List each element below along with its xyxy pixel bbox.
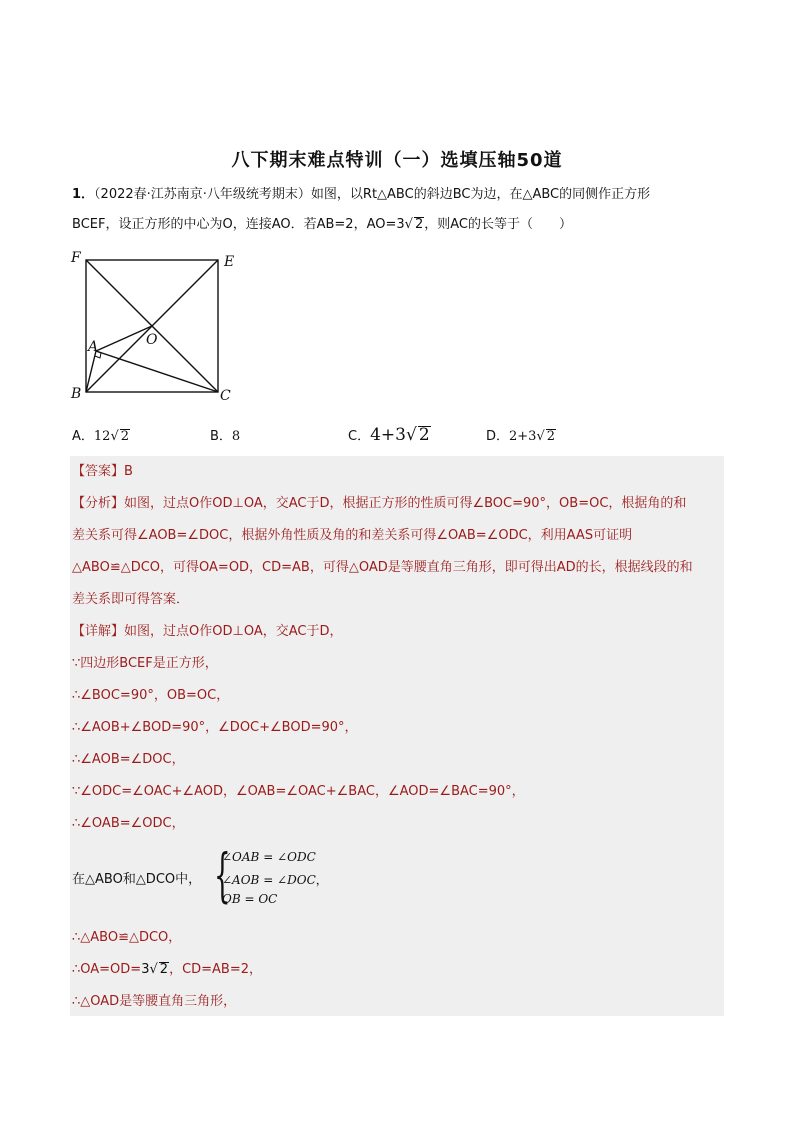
- analysis-line-1: 【分析】如图，过点O作OD⊥OA，交AC于D，根据正方形的性质可得∠BOC=90°，OB=OC，根据角的和: [72, 496, 687, 511]
- label-f: F: [71, 250, 81, 266]
- question-text-2-end: ，则AC的长等于（ ）: [424, 217, 572, 232]
- label-c: C: [220, 388, 231, 404]
- label-b: B: [71, 386, 82, 402]
- detail-line-7: ∴∠OAB=∠ODC，: [72, 816, 185, 831]
- question-source: （2022春·江苏南京·八年级统考期末）: [94, 187, 311, 202]
- segment-ao: [96, 326, 152, 351]
- label-o: O: [146, 332, 158, 348]
- option-c[interactable]: C．4+3√ 2: [348, 425, 430, 445]
- analysis-line-3: △ABO≌△DCO，可得OA=OD，CD=AB，可得△OAD是等腰直角三角形，即可得出AD的长，根据线段的和: [72, 560, 693, 575]
- detail-tag: 【详解】: [72, 624, 125, 639]
- answer-tag: 【答案】: [72, 464, 125, 479]
- detail-line-5: ∴∠AOB=∠DOC，: [72, 752, 185, 767]
- oa-od-line: ∴OA=OD=3√ 2，CD=AB=2，: [72, 962, 263, 977]
- answer-value: B: [124, 464, 133, 479]
- segment-ac: [96, 351, 218, 392]
- analysis-line-2: 差关系可得∠AOB=∠DOC，根据外角性质及角的和差关系可得∠OAB=∠ODC，利用AAS可证明: [72, 528, 633, 543]
- question-line-2: [72, 215, 572, 235]
- segment-ab: [86, 351, 96, 392]
- label-e: E: [224, 254, 235, 270]
- analysis-line-4: 差关系即可得答案．: [72, 592, 190, 607]
- system-eq-3: OB = OC: [222, 892, 278, 906]
- option-a[interactable]: A．12√ 2: [72, 429, 130, 444]
- question-text-1: 如图，以Rt△ABC的斜边BC为边，在△ABC的同侧作正方形: [310, 187, 651, 202]
- option-b[interactable]: B．8: [210, 429, 241, 444]
- congruent-line: ∴△ABO≌△DCO，: [72, 930, 182, 945]
- ao-value: 3√ 2: [396, 217, 424, 232]
- label-a: A: [88, 339, 99, 355]
- system-eq-1: ∠OAB = ∠ODC: [222, 850, 316, 864]
- analysis-tag: 【分析】: [72, 496, 125, 511]
- detail-line-2: ∵四边形BCEF是正方形，: [72, 656, 218, 671]
- detail-line-6: ∵∠ODC=∠OAC+∠AOD，∠OAB=∠OAC+∠BAC，∠AOD=∠BAC=90°，: [72, 784, 525, 799]
- detail-line-1: 【详解】如图，过点O作OD⊥OA，交AC于D，: [72, 624, 343, 639]
- system-brace: {: [214, 841, 231, 909]
- option-d[interactable]: D．2+3√ 2: [486, 429, 556, 444]
- detail-line-4: ∴∠AOB+∠BOD=90°，∠DOC+∠BOD=90°，: [72, 720, 358, 735]
- question-number: 1．: [72, 187, 95, 202]
- question-line-1: [72, 185, 650, 205]
- detail-line-3: ∴∠BOC=90°，OB=OC，: [72, 688, 230, 703]
- page-title: 八下期末难点特训（一）选填压轴50道: [231, 150, 563, 171]
- answer-line: [72, 462, 133, 482]
- geometry-diagram: [70, 248, 250, 408]
- in-triangle-text: 在△ABO和△DCO中，: [72, 872, 202, 887]
- question-text-2: BCEF，设正方形的中心为O，连接AO．若AB=2，AO=: [72, 217, 397, 232]
- isosceles-line: ∴△OAD是等腰直角三角形，: [72, 994, 237, 1009]
- system-eq-2: ∠AOB = ∠DOC，: [222, 873, 328, 887]
